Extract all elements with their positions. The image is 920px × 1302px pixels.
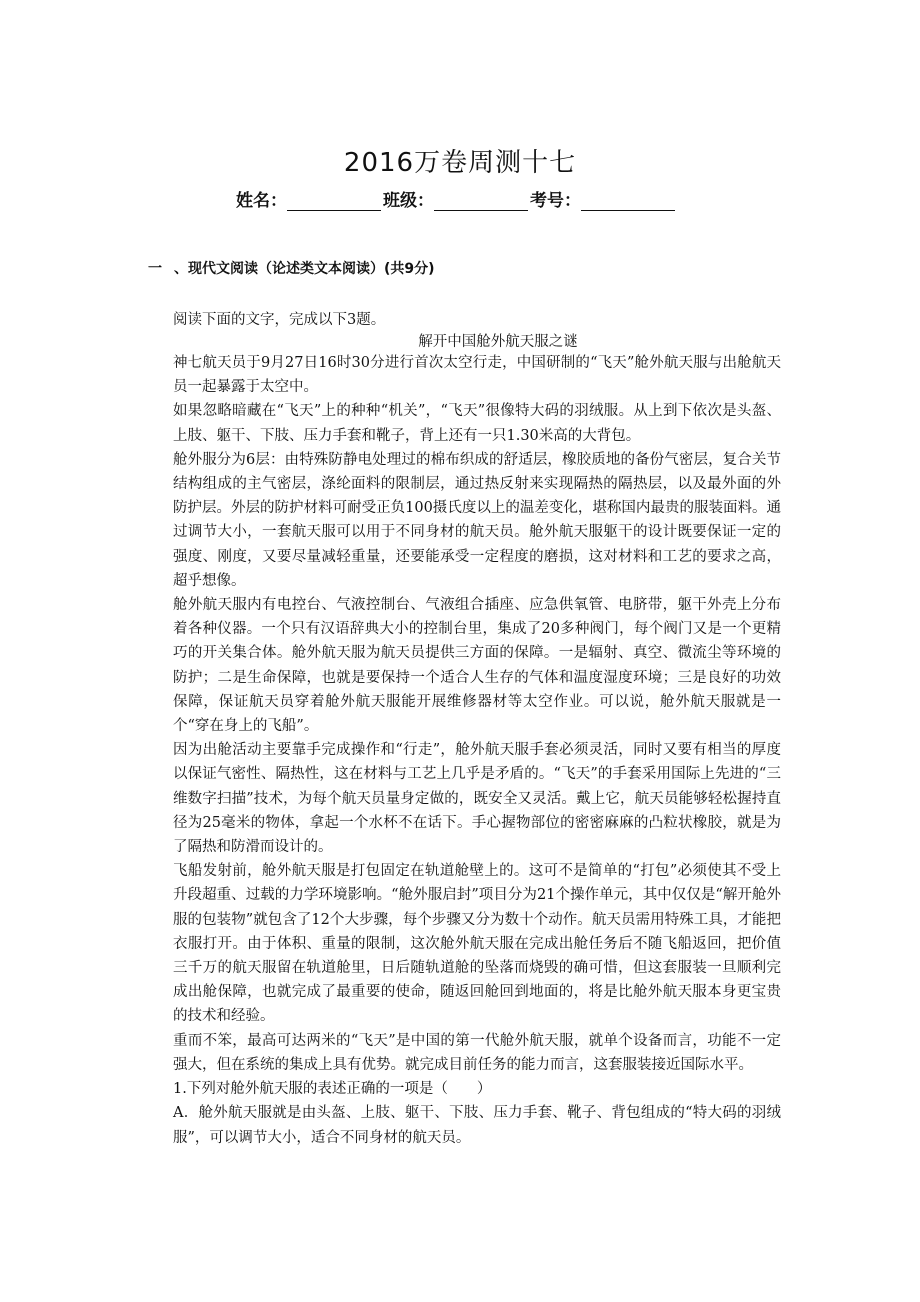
article-paragraph: 舱外航天服内有电控台、气液控制台、气液组合插座、应急供氧管、电脐带，躯干外壳上分布着各种仪器。一个只有汉语辞典大小的控制台里，集成了20多种阀门，每个阀门又是一个更精巧的开关集合体。舱外航天服为航天员提供三方面的保障。一是辐射、真空、微流尘等环境的防护；二是生命保障，也就是要保持一个适合人生存的气体和温度湿度环境；三是良好的功效保障，保证航天员穿着舱外航天服能开展维修器材等太空作业。可以说，舱外航天服就是一个“穿在身上的飞船”。	[173, 597, 781, 735]
article-paragraph: 飞船发射前，舱外航天服是打包固定在轨道舱壁上的。这可不是简单的“打包”必须使其不受上升段超重、过载的力学环境影响。“舱外服启封”项目分为21个操作单元，其中仅仅是“解开舱外服的包装物”就包含了12个大步骤，每个步骤又分为数十个动作。航天员需用特殊工具，才能把衣服打开。由于体积、重量的限制，这次舱外航天服在完成出舱任务后不随飞船返回，把价值三千万的航天服留在轨道舱里，日后随轨道舱的坠落而烧毁的确可惜，但这套服装一旦顺利完成出舱保障，也就完成了最重要的使命，随返回舱回到地面的，将是比舱外航天服本身更宝贵的技术和经验。	[173, 863, 781, 1025]
article-paragraph: 如果忽略暗藏在“飞天”上的种种“机关”，“飞天”很像特大码的羽绒服。从上到下依次是头盔、上肢、躯干、下肢、压力手套和靴子，背上还有一只1.30米高的大背包。	[173, 403, 781, 444]
section-heading	[148, 258, 435, 278]
article-paragraph: 舱外服分为6层：由特殊防静电处理过的棉布织成的舒适层，橡胶质地的备份气密层，复合关节结构组成的主气密层，涤纶面料的限制层，通过热反射来实现隔热的隔热层，以及最外面的外防护层。外层的防护材料可耐受正负100摄氏度以上的温差变化，堪称国内最贵的服装面料。通过调节大小，一套航天服可以用于不同身材的航天员。舱外航天服躯干的设计既要保证一定的强度、刚度，又要尽量减轻重量，还要能承受一定程度的磨损，这对材料和工艺的要求之高，超乎想像。	[173, 451, 781, 589]
class-blank[interactable]	[434, 194, 528, 211]
reading-instruction: 阅读下面的文字，完成以下3题。	[173, 312, 386, 328]
section-number: 一	[148, 261, 162, 277]
name-label: 姓名：	[236, 191, 287, 211]
name-blank[interactable]	[287, 194, 381, 211]
section-title: 、现代文阅读（论述类文本阅读）(共9分)	[174, 261, 435, 277]
question-stem: 1.下列对舱外航天服的表述正确的一项是（ ）	[173, 1081, 492, 1098]
exam-number-label: 考号：	[530, 191, 581, 211]
question-option-a: A．舱外航天服就是由头盔、上肢、躯干、下肢、压力手套、靴子、背包组成的“特大码的羽绒服”，可以调节大小，适合不同身材的航天员。	[173, 1105, 781, 1146]
class-label: 班级：	[383, 191, 434, 211]
article-title: 解开中国舱外航天服之谜	[418, 334, 578, 350]
article-paragraph: 重而不笨，最高可达两米的“飞天”是中国的第一代舱外航天服，就单个设备而言，功能不一定强大，但在系统的集成上具有优势。就完成目前任务的能力而言，这套服装接近国际水平。	[173, 1032, 781, 1073]
exam-number-blank[interactable]	[581, 194, 675, 211]
article-body	[173, 351, 781, 1150]
student-info-line	[236, 186, 677, 211]
exam-title: 2016万卷周测十七	[343, 148, 577, 178]
article-paragraph: 神七航天员于9月27日16时30分进行首次太空行走，中国研制的“飞天”舱外航天服与出舱航天员一起暴露于太空中。	[173, 355, 781, 396]
article-paragraph: 因为出舱活动主要靠手完成操作和“行走”，舱外航天服手套必须灵活，同时又要有相当的厚度以保证气密性、隔热性，这在材料与工艺上几乎是矛盾的。“飞天”的手套采用国际上先进的“三维数字扫描”技术，为每个航天员量身定做的，既安全又灵活。戴上它，航天员能够轻松握持直径为25毫米的物体，拿起一个水杯不在话下。手心握物部位的密密麻麻的凸粒状橡胶，就是为了隔热和防滑而设计的。	[173, 742, 781, 856]
